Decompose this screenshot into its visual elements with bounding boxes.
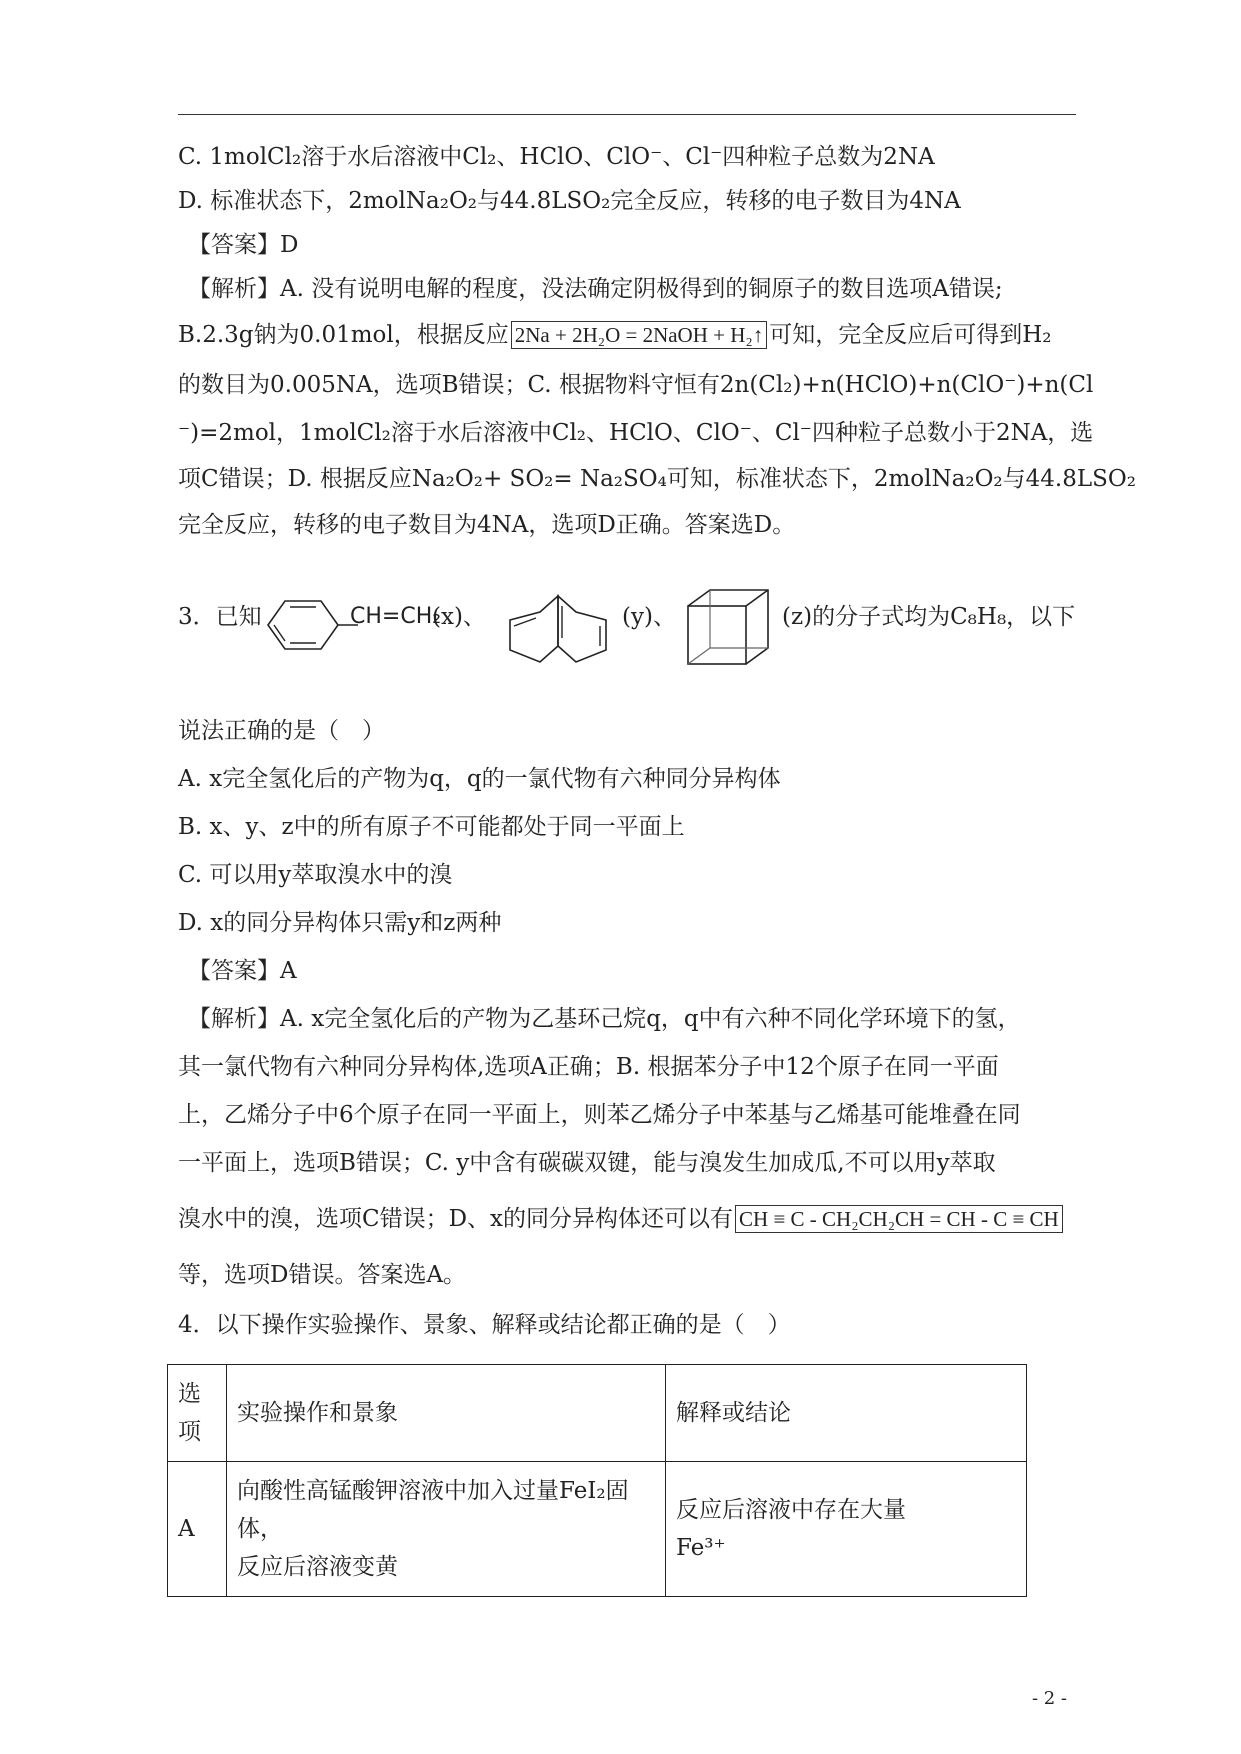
table-header-row xyxy=(168,1365,1027,1462)
q3-option-a: A. x完全氢化后的产物为q，q的一氯代物有六种同分异构体 xyxy=(178,766,781,792)
isomer-formula-box: CH ≡ C - CH₂CH₂CH = CH - C ≡ CH xyxy=(735,1205,1063,1233)
table-row xyxy=(168,1462,1027,1597)
table-header-option: 选 项 xyxy=(168,1365,227,1462)
answer-2: 【答案】D xyxy=(188,232,299,258)
explanation-2-line-2-tail: 可知，完全反应后可得到H₂ xyxy=(769,322,1052,348)
explanation-3-line-1: 【解析】A. x完全氢化后的产物为乙基环己烷q，q中有六种不同化学环境下的氢， xyxy=(188,1006,1021,1032)
answer-3: 【答案】A xyxy=(188,958,297,984)
cubane-structure xyxy=(680,584,776,672)
explanation-2-line-3: 的数目为0.005NA，选项B错误；C. 根据物料守恒有2n(Cl₂)+n(HClO)+n(ClO⁻)+n(Cl xyxy=(178,372,1094,398)
explanation-3-line-3: 上，乙烯分子中6个原子在同一平面上，则苯乙烯分子中苯基与乙烯基可能堆叠在同 xyxy=(178,1102,1021,1128)
explanation-2-line-6: 完全反应，转移的电子数目为4NA，选项D正确。答案选D。 xyxy=(178,512,796,538)
explanation-2-line-2-text: B.2.3g钠为0.01mol，根据反应 xyxy=(178,322,509,348)
table-cell-conclusion: 反应后溶液中存在大量 Fe³⁺ xyxy=(666,1462,1027,1597)
q3-option-d: D. x的同分异构体只需y和z两种 xyxy=(178,910,502,936)
explanation-2-line-2 xyxy=(178,320,1052,350)
option-c: C. 1molCl₂溶于水后溶液中Cl₂、HClO、ClO⁻、Cl⁻四种粒子总数为2NA xyxy=(178,144,935,170)
explanation-3-line-4: 一平面上，选项B错误；C. y中含有碳碳双键，能与溴发生加成瓜,不可以用y萃取 xyxy=(178,1150,996,1176)
table-header-operation: 实验操作和景象 xyxy=(227,1365,666,1462)
question-3-prefix: 3．已知 xyxy=(178,604,262,630)
explanation-3-line-5-text: 溴水中的溴，选项C错误；D、x的同分异构体还可以有 xyxy=(178,1206,734,1232)
explanation-3-line-2: 其一氯代物有六种同分异构体,选项A正确；B. 根据苯分子中12个原子在同一平面 xyxy=(178,1054,999,1080)
label-x: (x)、 xyxy=(432,604,486,630)
explanation-3-line-5 xyxy=(178,1204,1065,1234)
explanation-2-line-4: ⁻)=2mol，1molCl₂溶于水后溶液中Cl₂、HClO、ClO⁻、Cl⁻四种粒子总数小于2NA，选 xyxy=(178,420,1094,446)
label-y: (y)、 xyxy=(622,604,676,630)
explanation-3-line-6: 等，选项D错误。答案选A。 xyxy=(178,1262,467,1288)
question-3-stem: 说法正确的是（ ） xyxy=(178,718,385,744)
styrene-vinyl-label: CH=CH₂ xyxy=(350,604,442,629)
q3-option-b: B. x、y、z中的所有原子不可能都处于同一平面上 xyxy=(178,814,685,840)
table-cell-option: A xyxy=(168,1462,227,1597)
question-3-formula: (z)的分子式均为C₈H₈，以下 xyxy=(782,604,1076,630)
reaction-equation-box: 2Na + 2H₂O = 2NaOH + H₂↑ xyxy=(511,321,767,349)
table-header-conclusion: 解释或结论 xyxy=(666,1365,1027,1462)
question-4-table xyxy=(167,1364,1027,1597)
option-d: D. 标准状态下，2molNa₂O₂与44.8LSO₂完全反应，转移的电子数目为4NA xyxy=(178,188,961,214)
explanation-2-line-5: 项C错误；D. 根据反应Na₂O₂+ SO₂= Na₂SO₄可知，标准状态下，2molNa₂O₂与44.8LSO₂ xyxy=(178,466,1136,492)
explanation-2-line-1: 【解析】A. 没有说明电解的程度，没法确定阴极得到的铜原子的数目选项A错误; xyxy=(188,276,1003,302)
q3-option-c: C. 可以用y萃取溴水中的溴 xyxy=(178,862,453,888)
question-4-stem: 4．以下操作实验操作、景象、解释或结论都正确的是（ ） xyxy=(178,1312,791,1338)
table-cell-operation: 向酸性高锰酸钾溶液中加入过量FeI₂固体， 反应后溶液变黄 xyxy=(227,1462,666,1597)
pentalene-structure xyxy=(500,584,616,674)
page-number: - 2 - xyxy=(1031,1688,1067,1709)
styrene-structure xyxy=(258,595,360,655)
header-rule xyxy=(178,114,1076,115)
